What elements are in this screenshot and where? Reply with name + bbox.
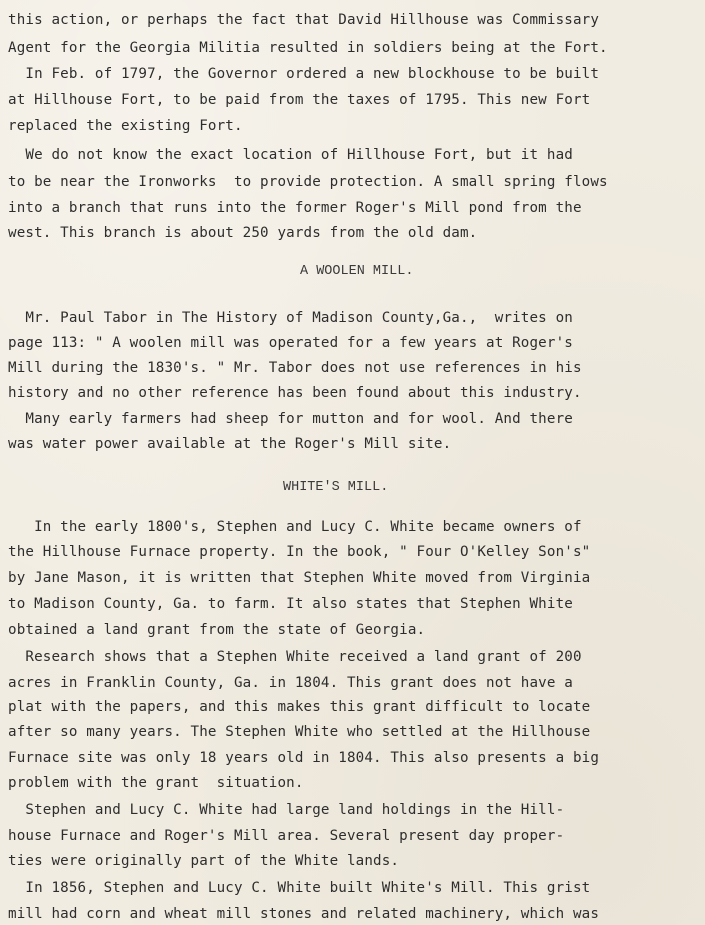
text-line: the Hillhouse Furnace property. In the book, " Four O'Kelley Son's": [8, 544, 591, 560]
text-line: into a branch that runs into the former Roger's Mill pond from the: [8, 200, 582, 216]
text-line: to Madison County, Ga. to farm. It also states that Stephen White: [8, 596, 573, 612]
text-line: after so many years. The Stephen White who settled at the Hillhouse: [8, 724, 591, 740]
text-line: page 113: " A woolen mill was operated for a few years at Roger's: [8, 335, 573, 351]
text-line: was water power available at the Roger's Mill site.: [8, 436, 452, 452]
text-line: this action, or perhaps the fact that David Hillhouse was Commissary: [8, 12, 600, 28]
text-line: obtained a land grant from the state of Georgia.: [8, 622, 426, 638]
text-line: by Jane Mason, it is written that Stephen White moved from Virginia: [8, 570, 591, 586]
text-line: Mill during the 1830's. " Mr. Tabor does not use references in his: [8, 360, 582, 376]
text-line: Stephen and Lucy C. White had large land holdings in the Hill-: [8, 802, 565, 818]
text-line: plat with the papers, and this makes this grant difficult to locate: [8, 699, 591, 715]
text-line: Mr. Paul Tabor in The History of Madison County,Ga., writes on: [8, 310, 573, 326]
text-line: Many early farmers had sheep for mutton and for wool. And there: [8, 411, 573, 427]
text-line: acres in Franklin County, Ga. in 1804. This grant does not have a: [8, 675, 573, 691]
text-line: to be near the Ironworks to provide protection. A small spring flows: [8, 174, 608, 190]
text-line: ties were originally part of the White lands.: [8, 853, 400, 869]
section-heading-woolen-mill: A WOOLEN MILL.: [300, 264, 414, 279]
text-line: west. This branch is about 250 yards from the old dam.: [8, 225, 478, 241]
text-line: at Hillhouse Fort, to be paid from the taxes of 1795. This new Fort: [8, 92, 591, 108]
text-line: Furnace site was only 18 years old in 1804. This also presents a big: [8, 750, 600, 766]
text-line: We do not know the exact location of Hillhouse Fort, but it had: [8, 147, 573, 163]
text-line: house Furnace and Roger's Mill area. Several present day proper-: [8, 828, 565, 844]
text-line: replaced the existing Fort.: [8, 118, 243, 134]
text-line: problem with the grant situation.: [8, 775, 304, 791]
text-line: In 1856, Stephen and Lucy C. White built White's Mill. This grist: [8, 880, 591, 896]
text-line: history and no other reference has been found about this industry.: [8, 385, 582, 401]
text-line: mill had corn and wheat mill stones and related machinery, which was: [8, 906, 600, 922]
text-line: In Feb. of 1797, the Governor ordered a new blockhouse to be built: [8, 66, 600, 82]
text-line: In the early 1800's, Stephen and Lucy C. White became owners of: [8, 519, 582, 535]
section-heading-whites-mill: WHITE'S MILL.: [283, 480, 389, 495]
text-line: Agent for the Georgia Militia resulted in soldiers being at the Fort.: [8, 40, 608, 56]
text-line: Research shows that a Stephen White received a land grant of 200: [8, 649, 582, 665]
